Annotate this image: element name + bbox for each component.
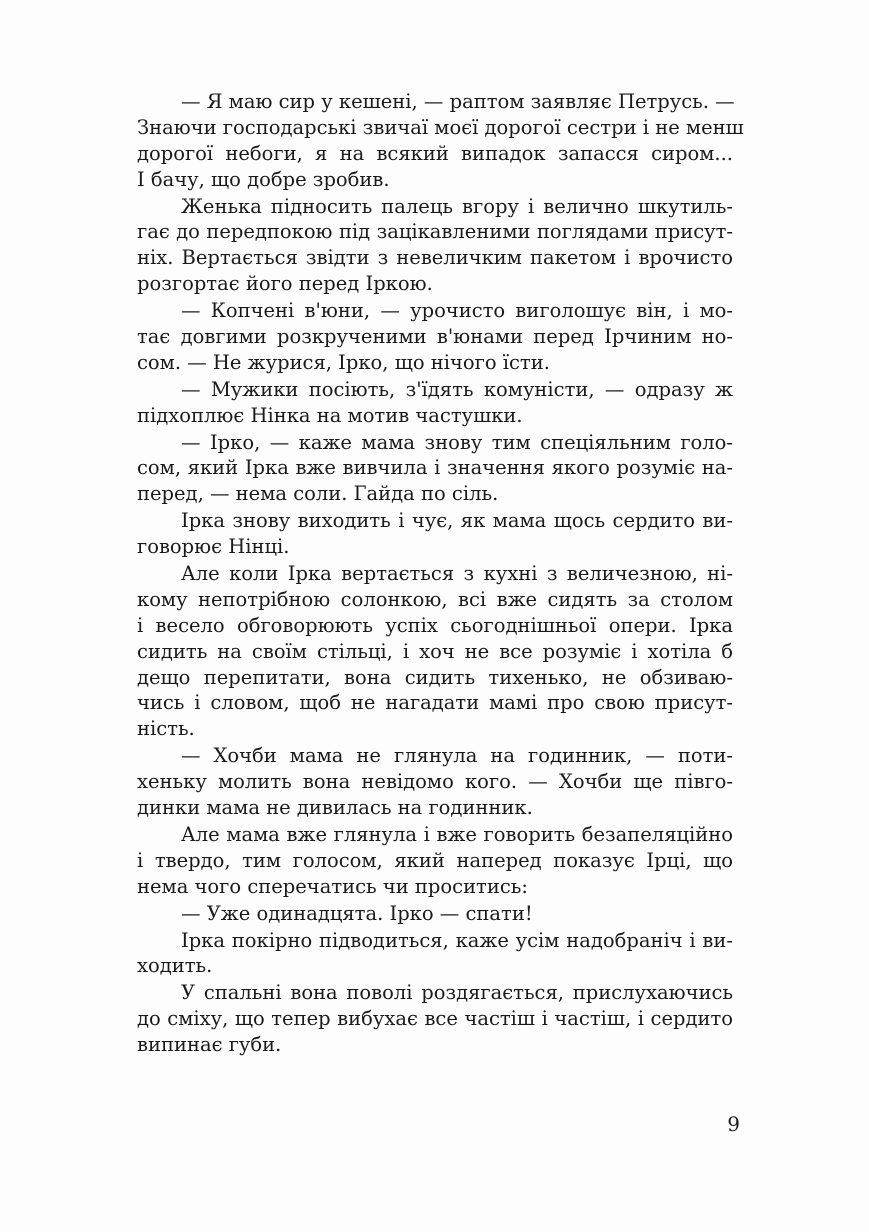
text-line: ходить. xyxy=(137,954,213,978)
text-line: ніх. Вертається звідти з невеличким пакетом і врочисто xyxy=(137,246,733,270)
text-line: дорогої небоги, я на всякий випадок запасся сиром... xyxy=(137,141,733,165)
text-line: Але мама вже глянула і вже говорить безапеляційно xyxy=(181,822,733,846)
text-line: У спальні вона поволі роздягається, прислухаючись xyxy=(181,981,733,1005)
paragraph xyxy=(137,822,733,900)
text-line: сом, який Ірка вже вивчила і значення якого розуміє на- xyxy=(137,456,733,480)
text-line: гає до передпокою під зацікавленими поглядами присут- xyxy=(137,220,733,244)
paragraph xyxy=(137,743,733,821)
body-text xyxy=(137,89,744,1059)
paragraph xyxy=(137,561,733,742)
text-line: Ірка покірно підводиться, каже усім надобраніч і ви- xyxy=(181,928,733,952)
text-line: хеньку молить вона невідомо кого. — Хочби ще півго- xyxy=(137,770,733,794)
paragraph xyxy=(137,377,733,429)
text-line: — Уже одинадцята. Ірко — спати! xyxy=(181,901,533,925)
text-line: і весело обговорюють успіх сьогоднішньої опери. Ірка xyxy=(137,613,733,637)
paragraph xyxy=(137,928,733,980)
text-line: розгортає його перед Іркою. xyxy=(137,272,433,296)
text-line: випинає губи. xyxy=(137,1033,282,1057)
text-line: сом. — Не журися, Ірко, що нічого їсти. xyxy=(137,350,550,374)
text-line: — Ірко, — каже мама знову тим спеціяльним голо- xyxy=(181,430,733,454)
paragraph xyxy=(137,980,733,1058)
text-line: Знаючи господарські звичаї моєї дорогої сестри і не менш xyxy=(137,115,744,139)
text-line: І бачу, що добре зробив. xyxy=(137,167,390,191)
text-line: Женька підносить палець вгору і велично шкутиль- xyxy=(181,194,733,218)
text-line: перед, — нема соли. Гайда по сіль. xyxy=(137,482,499,506)
text-line: кому непотрібною солонкою, всі вже сидять за столом xyxy=(137,587,733,611)
text-line: Але коли Ірка вертається з кухні з величезною, ні- xyxy=(181,562,733,586)
text-line: говорює Нінці. xyxy=(137,535,290,559)
text-line: динки мама не дивилась на годинник. xyxy=(137,796,533,820)
text-line: до сміху, що тепер вибухає все частіш і частіш, і сердито xyxy=(137,1007,733,1031)
text-line: — Хочби мама не глянула на годинник, — поти- xyxy=(181,744,733,768)
paragraph xyxy=(137,194,733,298)
text-line: чись і словом, щоб не нагадати мамі про свою присут- xyxy=(137,691,733,715)
text-line: і твердо, тим голосом, який наперед показує Ірці, що xyxy=(137,848,733,872)
text-line: — Мужики посіють, з'їдять комуністи, — одразу ж xyxy=(181,377,733,401)
paragraph xyxy=(137,430,733,508)
text-line: сидить на своїм стільці, і хоч не все розуміє і хотіла б xyxy=(137,639,733,663)
paragraph xyxy=(137,89,744,193)
text-line: — Копчені в'юни, — урочисто виголошує він, і мо- xyxy=(181,299,733,323)
text-line: тає довгими розкрученими в'юнами перед Ірчиним но- xyxy=(137,325,733,349)
text-line: Ірка знову виходить і чує, як мама щось сердито ви- xyxy=(181,509,733,533)
paragraph xyxy=(137,298,733,376)
text-line: — Я маю сир у кешені, — раптом заявляє Петрусь. — xyxy=(181,90,735,113)
text-line: ність. xyxy=(137,717,195,741)
text-line: підхоплює Нінка на мотив частушки. xyxy=(137,403,523,427)
paragraph xyxy=(137,508,733,560)
text-line: дещо перепитати, вона сидить тихенько, не обзиваю- xyxy=(137,665,733,689)
text-line: нема чого сперечатись чи проситись: xyxy=(137,874,528,898)
page-number: 9 xyxy=(727,1112,740,1136)
paragraph xyxy=(137,901,733,927)
